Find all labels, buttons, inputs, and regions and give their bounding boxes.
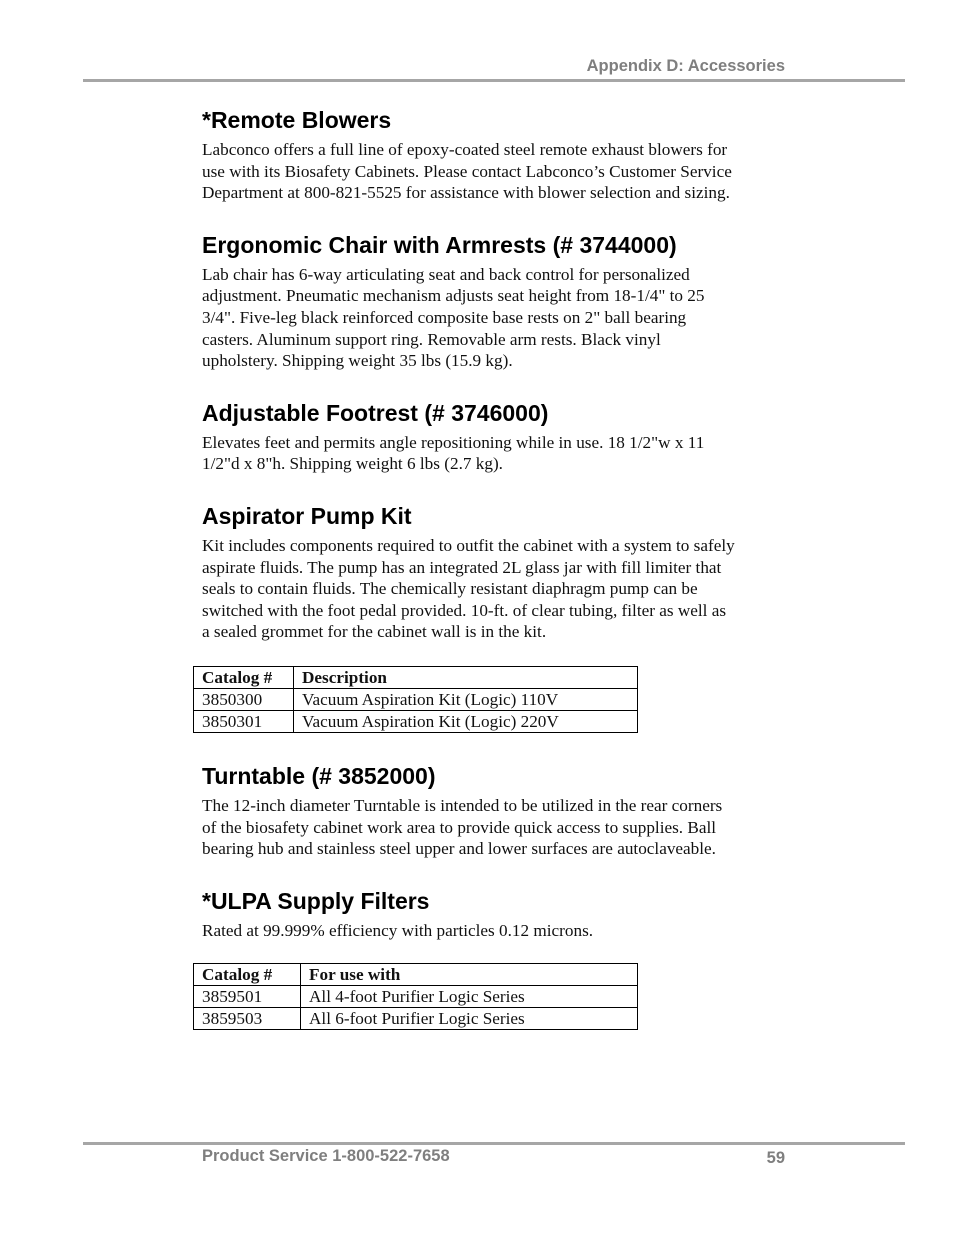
body-line: Elevates feet and permits angle repositioning while in use. 18 1/2"w x 11: [202, 432, 705, 452]
section-ergonomic-chair: [202, 230, 792, 372]
body-line: of the biosafety cabinet work area to provide quick access to supplies. Ball: [202, 817, 717, 837]
body-line: bearing hub and stainless steel upper and lower surfaces are autoclaveable.: [202, 839, 716, 859]
section-body: [202, 264, 792, 372]
body-line: seals to contain fluids. The chemically resistant diaphragm pump can be: [202, 579, 698, 599]
page-content: [202, 105, 792, 1030]
body-line: a sealed grommet for the cabinet wall is in the kit.: [202, 622, 547, 642]
header-rule: [83, 79, 905, 82]
column-header: Description: [294, 666, 638, 688]
section-heading: Aspirator Pump Kit: [202, 502, 412, 529]
body-line: casters. Aluminum support ring. Removable arm rests. Black vinyl: [202, 329, 661, 349]
table-row: [194, 688, 638, 710]
table-row: [194, 986, 638, 1008]
running-header: Appendix D: Accessories: [586, 57, 785, 75]
section-heading: *Remote Blowers: [202, 107, 392, 133]
body-line: The 12-inch diameter Turntable is intended to be utilized in the rear corners: [202, 795, 723, 815]
table-header-row: [194, 666, 638, 688]
catalog-number: 3859503: [194, 1008, 301, 1030]
table-row: [194, 1008, 638, 1030]
section-heading: Turntable (# 3852000): [202, 762, 436, 789]
catalog-table-aspirator: [193, 666, 638, 733]
table-header-row: [194, 964, 638, 986]
body-line: Kit includes components required to outfit the cabinet with a system to safely: [202, 535, 735, 555]
section-ulpa-supply-filters: [202, 886, 792, 1031]
body-line: switched with the foot pedal provided. 10-ft. of clear tubing, filter as well as: [202, 600, 727, 620]
section-turntable: [202, 761, 792, 860]
section-heading: *ULPA Supply Filters: [202, 887, 430, 914]
footer-rule: [83, 1142, 905, 1145]
section-remote-blowers: [202, 105, 792, 204]
product-service-phone: Product Service 1-800-522-7658: [202, 1147, 450, 1165]
body-line: Lab chair has 6-way articulating seat and back control for personalized: [202, 264, 690, 284]
catalog-number: 3859501: [194, 986, 301, 1008]
body-line: adjustment. Pneumatic mechanism adjusts seat height from 18-1/4" to 25: [202, 286, 705, 306]
section-adjustable-footrest: [202, 398, 792, 475]
item-description: Vacuum Aspiration Kit (Logic) 220V: [294, 710, 638, 732]
section-body: [202, 920, 792, 942]
body-line: use with its Biosafety Cabinets. Please contact Labconco’s Customer Service: [202, 161, 732, 181]
section-heading: Ergonomic Chair with Armrests (# 3744000): [202, 231, 677, 258]
column-header: Catalog #: [194, 666, 294, 688]
catalog-number: 3850300: [194, 688, 294, 710]
body-line: 1/2"d x 8"h. Shipping weight 6 lbs (2.7 kg).: [202, 454, 503, 474]
catalog-number: 3850301: [194, 710, 294, 732]
body-line: 3/4". Five-leg black reinforced composite base rests on 2" ball bearing: [202, 307, 687, 327]
catalog-table-ulpa: [193, 963, 638, 1030]
item-description: Vacuum Aspiration Kit (Logic) 110V: [294, 688, 638, 710]
section-body: [202, 535, 792, 643]
table-row: [194, 710, 638, 732]
item-use: All 6-foot Purifier Logic Series: [301, 1008, 638, 1030]
body-line: Department at 800-821-5525 for assistance with blower selection and sizing.: [202, 183, 730, 203]
body-line: upholstery. Shipping weight 35 lbs (15.9 kg).: [202, 351, 513, 371]
body-line: Rated at 99.999% efficiency with particles 0.12 microns.: [202, 920, 594, 940]
body-line: aspirate fluids. The pump has an integrated 2L glass jar with fill limiter that: [202, 557, 722, 577]
page-number: 59: [766, 1149, 785, 1167]
section-body: [202, 432, 792, 475]
column-header: For use with: [301, 964, 638, 986]
section-body: [202, 795, 792, 860]
section-heading: Adjustable Footrest (# 3746000): [202, 399, 549, 426]
section-aspirator-pump-kit: [202, 501, 792, 733]
column-header: Catalog #: [194, 964, 301, 986]
section-body: [202, 139, 792, 204]
body-line: Labconco offers a full line of epoxy-coated steel remote exhaust blowers for: [202, 140, 728, 159]
item-use: All 4-foot Purifier Logic Series: [301, 986, 638, 1008]
